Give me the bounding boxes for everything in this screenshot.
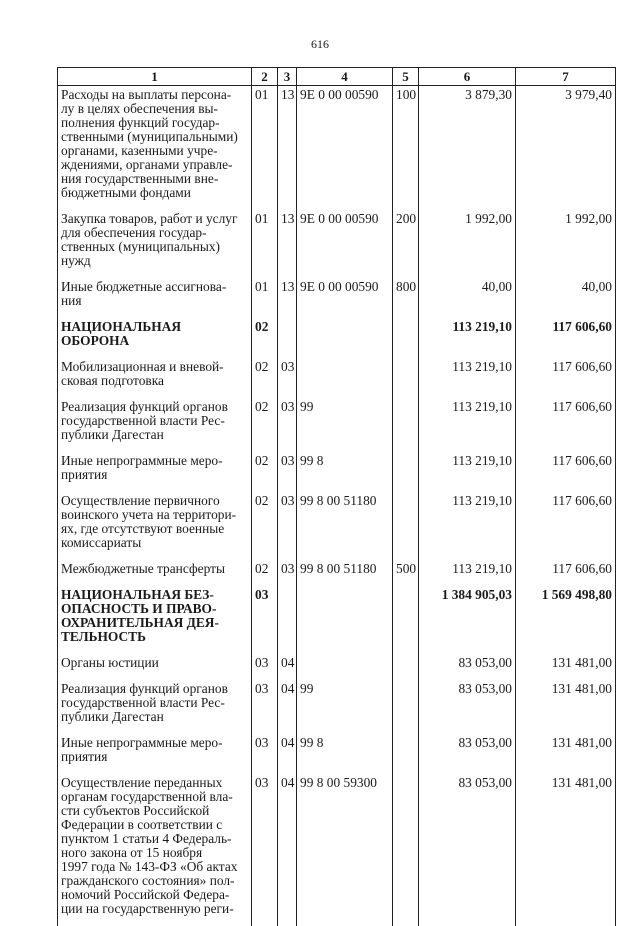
- amount-year-1: 83 053,00: [419, 734, 516, 774]
- expense-type-code: 800: [393, 278, 419, 318]
- expense-type-code: 100: [393, 86, 419, 211]
- subsection-code: 04: [278, 654, 297, 680]
- target-article-code: 9Е 0 00 00590: [297, 278, 393, 318]
- amount-year-1: 113 219,10: [419, 318, 516, 358]
- header-row: [58, 68, 616, 86]
- amount-year-1: 113 219,10: [419, 560, 516, 586]
- amount-year-1: 83 053,00: [419, 774, 516, 926]
- amount-year-2: 131 481,00: [516, 680, 616, 734]
- amount-year-1: 40,00: [419, 278, 516, 318]
- section-code: 03: [252, 586, 278, 654]
- item-name: Реализация функций органов государственной власти Рес- публики Дагестан: [58, 398, 252, 452]
- header-col-3: 3: [278, 68, 297, 86]
- section-code: 03: [252, 734, 278, 774]
- section-code: 03: [252, 774, 278, 926]
- amount-year-2: 1 569 498,80: [516, 586, 616, 654]
- table-row: [58, 358, 616, 398]
- amount-year-2: 117 606,60: [516, 358, 616, 398]
- amount-year-2: 117 606,60: [516, 560, 616, 586]
- expense-type-code: 200: [393, 210, 419, 278]
- header-col-1: 1: [58, 68, 252, 86]
- item-name: Иные непрограммные меро- приятия: [58, 452, 252, 492]
- header-col-5: 5: [393, 68, 419, 86]
- expense-type-code: [393, 680, 419, 734]
- target-article-code: 99: [297, 398, 393, 452]
- subsection-code: 03: [278, 398, 297, 452]
- section-code: 03: [252, 654, 278, 680]
- amount-year-2: 131 481,00: [516, 774, 616, 926]
- target-article-code: 99 8 00 51180: [297, 492, 393, 560]
- subsection-code: [278, 586, 297, 654]
- amount-year-2: 131 481,00: [516, 654, 616, 680]
- item-name: Межбюджетные трансферты: [58, 560, 252, 586]
- subsection-code: [278, 318, 297, 358]
- amount-year-1: 1 384 905,03: [419, 586, 516, 654]
- table-row: [58, 492, 616, 560]
- subsection-code: 04: [278, 774, 297, 926]
- amount-year-2: 131 481,00: [516, 734, 616, 774]
- amount-year-2: 117 606,60: [516, 318, 616, 358]
- subsection-code: 13: [278, 86, 297, 211]
- subsection-code: 03: [278, 358, 297, 398]
- amount-year-1: 113 219,10: [419, 452, 516, 492]
- amount-year-2: 117 606,60: [516, 398, 616, 452]
- expense-type-code: [393, 358, 419, 398]
- table-row: [58, 318, 616, 358]
- section-code: 01: [252, 86, 278, 211]
- expense-type-code: 500: [393, 560, 419, 586]
- table-row: [58, 452, 616, 492]
- section-code: 02: [252, 318, 278, 358]
- header-col-2: 2: [252, 68, 278, 86]
- amount-year-1: 113 219,10: [419, 358, 516, 398]
- table-row: [58, 586, 616, 654]
- amount-year-1: 113 219,10: [419, 398, 516, 452]
- section-code: 02: [252, 398, 278, 452]
- item-name: Расходы на выплаты персона- лу в целях обеспечения вы- полнения функций государ- ственными (муниципальными) органами, казенными учре- ждениями, органами управле- ния государственными вне- бюджетными фондами: [58, 86, 252, 211]
- target-article-code: 99 8 00 51180: [297, 560, 393, 586]
- expense-type-code: [393, 452, 419, 492]
- target-article-code: [297, 586, 393, 654]
- table-row: [58, 398, 616, 452]
- expense-type-code: [393, 654, 419, 680]
- target-article-code: [297, 654, 393, 680]
- target-article-code: 99 8 00 59300: [297, 774, 393, 926]
- item-name: НАЦИОНАЛЬНАЯ ОБОРОНА: [58, 318, 252, 358]
- amount-year-1: 83 053,00: [419, 654, 516, 680]
- expense-type-code: [393, 398, 419, 452]
- section-code: 01: [252, 210, 278, 278]
- table-row: [58, 654, 616, 680]
- expense-type-code: [393, 734, 419, 774]
- item-name: Мобилизационная и вневой- сковая подготовка: [58, 358, 252, 398]
- amount-year-1: 3 879,30: [419, 86, 516, 211]
- expense-type-code: [393, 318, 419, 358]
- table-row: [58, 210, 616, 278]
- item-name: Органы юстиции: [58, 654, 252, 680]
- table-row: [58, 86, 616, 211]
- section-code: 02: [252, 452, 278, 492]
- target-article-code: [297, 318, 393, 358]
- table-row: [58, 278, 616, 318]
- section-code: 03: [252, 680, 278, 734]
- subsection-code: 03: [278, 452, 297, 492]
- header-col-6: 6: [419, 68, 516, 86]
- item-name: Иные бюджетные ассигнова- ния: [58, 278, 252, 318]
- table-row: [58, 774, 616, 926]
- expense-type-code: [393, 492, 419, 560]
- target-article-code: 99: [297, 680, 393, 734]
- table-row: [58, 560, 616, 586]
- item-name: Иные непрограммные меро- приятия: [58, 734, 252, 774]
- target-article-code: 9Е 0 00 00590: [297, 86, 393, 211]
- header-col-4: 4: [297, 68, 393, 86]
- section-code: 02: [252, 358, 278, 398]
- item-name: Реализация функций органов государственной власти Рес- публики Дагестан: [58, 680, 252, 734]
- page-number: 616: [311, 37, 329, 51]
- amount-year-2: 3 979,40: [516, 86, 616, 211]
- item-name: НАЦИОНАЛЬНАЯ БЕЗ- ОПАСНОСТЬ И ПРАВО- ОХРАНИТЕЛЬНАЯ ДЕЯ- ТЕЛЬНОСТЬ: [58, 586, 252, 654]
- header-col-7: 7: [516, 68, 616, 86]
- amount-year-1: 113 219,10: [419, 492, 516, 560]
- subsection-code: 03: [278, 560, 297, 586]
- target-article-code: 99 8: [297, 452, 393, 492]
- item-name: Закупка товаров, работ и услуг для обеспечения государ- ственных (муниципальных) нужд: [58, 210, 252, 278]
- section-code: 02: [252, 560, 278, 586]
- table-row: [58, 680, 616, 734]
- subsection-code: 13: [278, 210, 297, 278]
- target-article-code: [297, 358, 393, 398]
- expense-type-code: [393, 586, 419, 654]
- section-code: 02: [252, 492, 278, 560]
- amount-year-2: 40,00: [516, 278, 616, 318]
- section-code: 01: [252, 278, 278, 318]
- amount-year-1: 1 992,00: [419, 210, 516, 278]
- subsection-code: 04: [278, 734, 297, 774]
- subsection-code: 13: [278, 278, 297, 318]
- subsection-code: 04: [278, 680, 297, 734]
- budget-table: [57, 67, 616, 926]
- amount-year-2: 117 606,60: [516, 492, 616, 560]
- target-article-code: 9Е 0 00 00590: [297, 210, 393, 278]
- amount-year-2: 1 992,00: [516, 210, 616, 278]
- amount-year-1: 83 053,00: [419, 680, 516, 734]
- target-article-code: 99 8: [297, 734, 393, 774]
- table-row: [58, 734, 616, 774]
- amount-year-2: 117 606,60: [516, 452, 616, 492]
- item-name: Осуществление переданных органам государственной вла- сти субъектов Российской Федерации в соответствии с пунктом 1 статьи 4 Федераль- ного закона от 15 ноября 1997 года № 143-ФЗ «Об актах гражданского состояния» пол- номочий Российской Федера- ции на государственную реги-: [58, 774, 252, 926]
- item-name: Осуществление первичного воинского учета на территори- ях, где отсутствуют военные комиссариаты: [58, 492, 252, 560]
- subsection-code: 03: [278, 492, 297, 560]
- expense-type-code: [393, 774, 419, 926]
